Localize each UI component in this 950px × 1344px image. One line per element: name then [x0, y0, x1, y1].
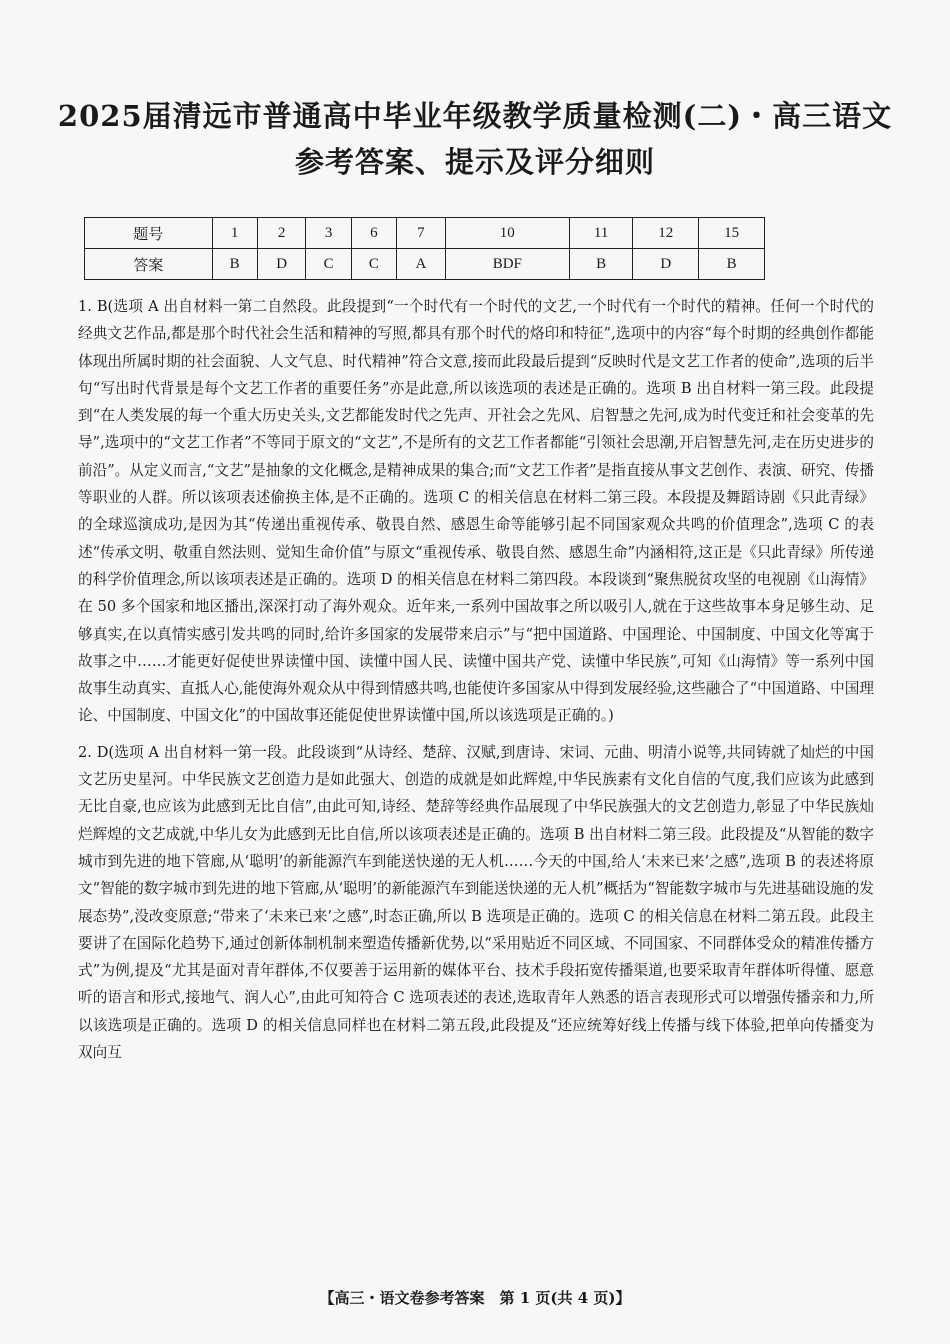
- answer-cell: D: [257, 249, 306, 280]
- explanation-item: [78, 739, 874, 1067]
- row-label-answers: 答案: [85, 249, 213, 280]
- question-number: 7: [397, 218, 446, 249]
- answer-cell: A: [397, 249, 446, 280]
- answer-cell: B: [569, 249, 633, 280]
- question-number: 2: [257, 218, 306, 249]
- answer-cell: C: [306, 249, 351, 280]
- answer-cell: B: [212, 249, 257, 280]
- question-number: 10: [445, 218, 569, 249]
- explanation-item: [78, 293, 874, 730]
- answer-table-numbers-row: [85, 218, 765, 249]
- explanation-text: 1. B(选项 A 出自材料一第二自然段。此段提到“一个时代有一个时代的文艺,一个时代有一个时代的精神。任何一个时代的经典文艺作品,都是那个时代社会生活和精神的写照,都具有那个时代的烙印和特征”,选项中的内容“每个时期的经典创作都能体现出所属时期的社会面貌、人文气息、时代精神”符合文意,接而此段最后提到“反映时代是文艺工作者的使命”,选项的后半句“写出时代背景是每个文艺工作者的重要任务”亦是此意,所以该选项的表述是正确的。选项 B 出自材料一第三段。此段提到“在人类发展的每一个重大历史关头,文艺都能发时代之先声、开社会之先风、启智慧之先河,成为时代变迁和社会变革的先导”,选项中的“文艺工作者”不等同于原文的“文艺”,不是所有的文艺工作者都能“引领社会思潮,开启智慧先河,走在历史进步的前沿”。从定义而言,“文艺”是抽象的文化概念,是精神成果的集合;而“文艺工作者”是指直接从事文艺创作、表演、研究、传播等职业的人群。所以该项表述偷换主体,是不正确的。选项 C 的相关信息在材料二第三段。本段提及舞蹈诗剧《只此青绿》的全球巡演成功,是因为其“传递出重视传承、敬畏自然、感恩生命等能够引起不同国家观众共鸣的价值理念”,选项 C 的表述“传承文明、敬重自然法则、觉知生命价值”与原文“重视传承、敬畏自然、感恩生命”内涵相符,这正是《只此青绿》所传递的科学价值理念,所以该项表述是正确的。选项 D 的相关信息在材料二第四段。本段谈到“聚焦脱贫攻坚的电视剧《山海情》在 50 多个国家和地区播出,深深打动了海外观众。近年来,一系列中国故事之所以吸引人,就在于这些故事本身足够生动、足够真实,在以真情实感引发共鸣的同时,给许多国家的发展带来启示”与“把中国道路、中国理论、中国制度、中国文化等寓于故事之中……才能更好促使世界读懂中国、读懂中国人民、读懂中国共产党、读懂中华民族”,可知《山海情》等一系列中国故事生动真实、直抵人心,能使海外观众从中得到情感共鸣,也能使许多国家从中得到发展经验,这些融合了“中国道路、中国理论、中国制度、中国文化”的中国故事还能促使世界读懂中国,所以该选项是正确的。): [78, 298, 874, 725]
- explanations: [78, 293, 874, 1075]
- document-title: 2025届清远市普通高中毕业年级教学质量检测(二)・高三语文: [57, 99, 893, 133]
- question-number: 12: [633, 218, 699, 249]
- answer-cell: D: [633, 249, 699, 280]
- question-number: 11: [569, 218, 633, 249]
- question-number: 15: [699, 218, 765, 249]
- explanation-text: 2. D(选项 A 出自材料一第一段。此段谈到“从诗经、楚辞、汉赋,到唐诗、宋词、元曲、明清小说等,共同铸就了灿烂的中国文艺历史星河。中华民族文艺创造力是如此强大、创造的成就是如此辉煌,中华民族素有文化自信的气度,我们应该为此感到无比自豪,也应该为此感到无比自信”,由此可知,诗经、楚辞等经典作品展现了中华民族强大的文艺创造力,彰显了中华民族灿烂辉煌的文艺成就,中华儿女为此感到无比自信,所以该项表述是正确的。选项 B 出自材料二第三段。此段提及“从智能的数字城市到先进的地下管廊,从‘聪明’的新能源汽车到能送快递的无人机……今天的中国,给人‘未来已来’之感”,选项 B 的表述将原文“智能的数字城市到先进的地下管廊,从‘聪明’的新能源汽车到能送快递的无人机”概括为“智能数字城市与先进基础设施的发展态势”,没改变原意;“带来了‘未来已来’之感”,时态正确,所以 B 选项是正确的。选项 C 的相关信息在材料二第五段。此段主要讲了在国际化趋势下,通过创新体制机制来塑造传播新优势,以“采用贴近不同区域、不同国家、不同群体受众的精准传播方式”为例,提及“尤其是面对青年群体,不仅要善于运用新的媒体平台、技术手段拓宽传播渠道,也要采取青年群体听得懂、愿意听的语言和形式,接地气、润人心”,由此可知符合 C 选项表述的表述,选取青年人熟悉的语言表现形式可以增强传播亲和力,所以该选项是正确的。选项 D 的相关信息同样也在材料二第五段,此段提及“还应统筹好线上传播与线下体验,把单向传播变为双向互: [78, 743, 874, 1062]
- answer-cell: C: [351, 249, 396, 280]
- question-number: 1: [212, 218, 257, 249]
- answer-cell: BDF: [445, 249, 569, 280]
- answer-table-answers-row: [85, 249, 765, 280]
- answer-table: [84, 217, 765, 280]
- question-number: 3: [306, 218, 351, 249]
- document-subtitle: 参考答案、提示及评分细则: [294, 145, 655, 179]
- answer-cell: B: [699, 249, 765, 280]
- row-label-numbers: 题号: [85, 218, 213, 249]
- question-number: 6: [351, 218, 396, 249]
- page-footer: 【高三・语文卷参考答案 第 1 页(共 4 页)】: [319, 1289, 631, 1307]
